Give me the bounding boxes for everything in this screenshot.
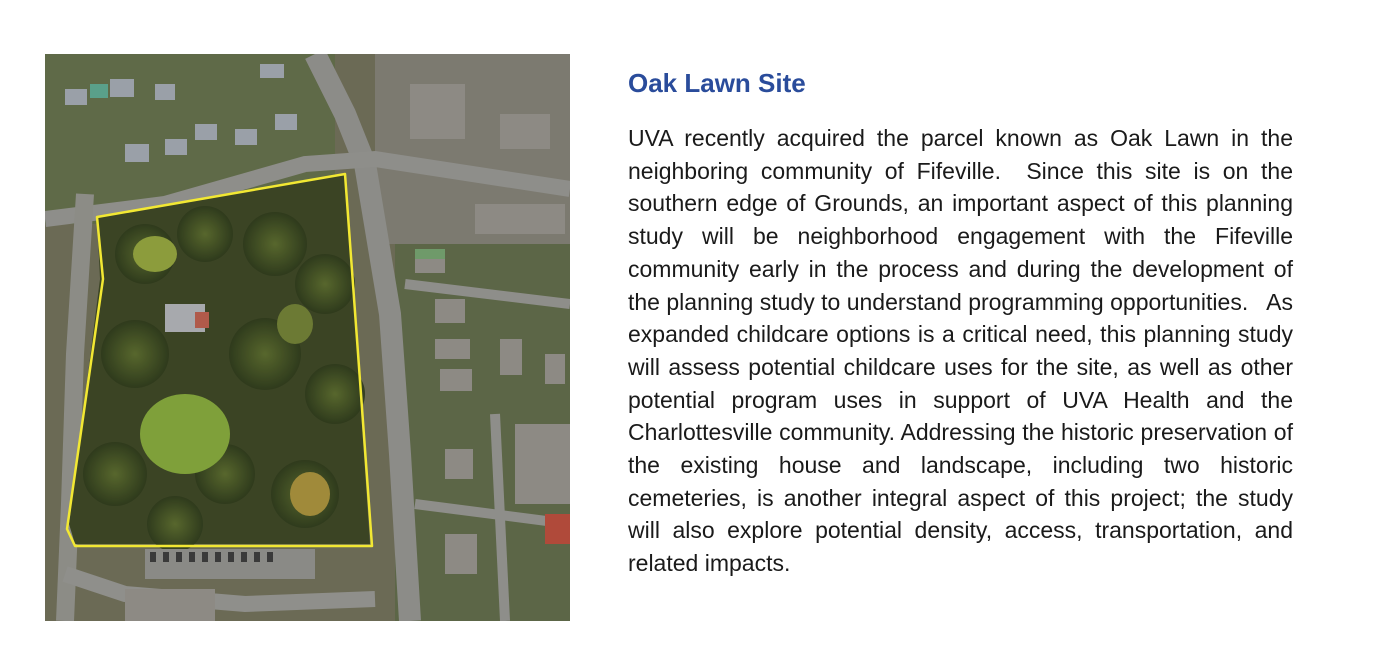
text-column bbox=[628, 66, 1300, 580]
page-title: Oak Lawn Site bbox=[628, 68, 806, 98]
body-paragraph: UVA recently acquired the parcel known as Oak Lawn in the neighboring community of Fifeville. Since this site is on the southern edge of Grounds, an important aspect of this planning study will be neighborhood engagement with the Fifeville community early in the process and during the development of the planning study to understand programming opportunities. As expanded childcare options is a critical need, this planning study will assess potential childcare uses for the site, as well as other potential program uses in support of UVA Health and the Charlottesville community. Addressing the historic preservation of the existing house and landscape, including two historic cemeteries, is another integral aspect of this project; the study will also explore potential density, access, transportation, and related impacts. bbox=[628, 125, 1300, 577]
aerial-photo bbox=[45, 54, 570, 621]
